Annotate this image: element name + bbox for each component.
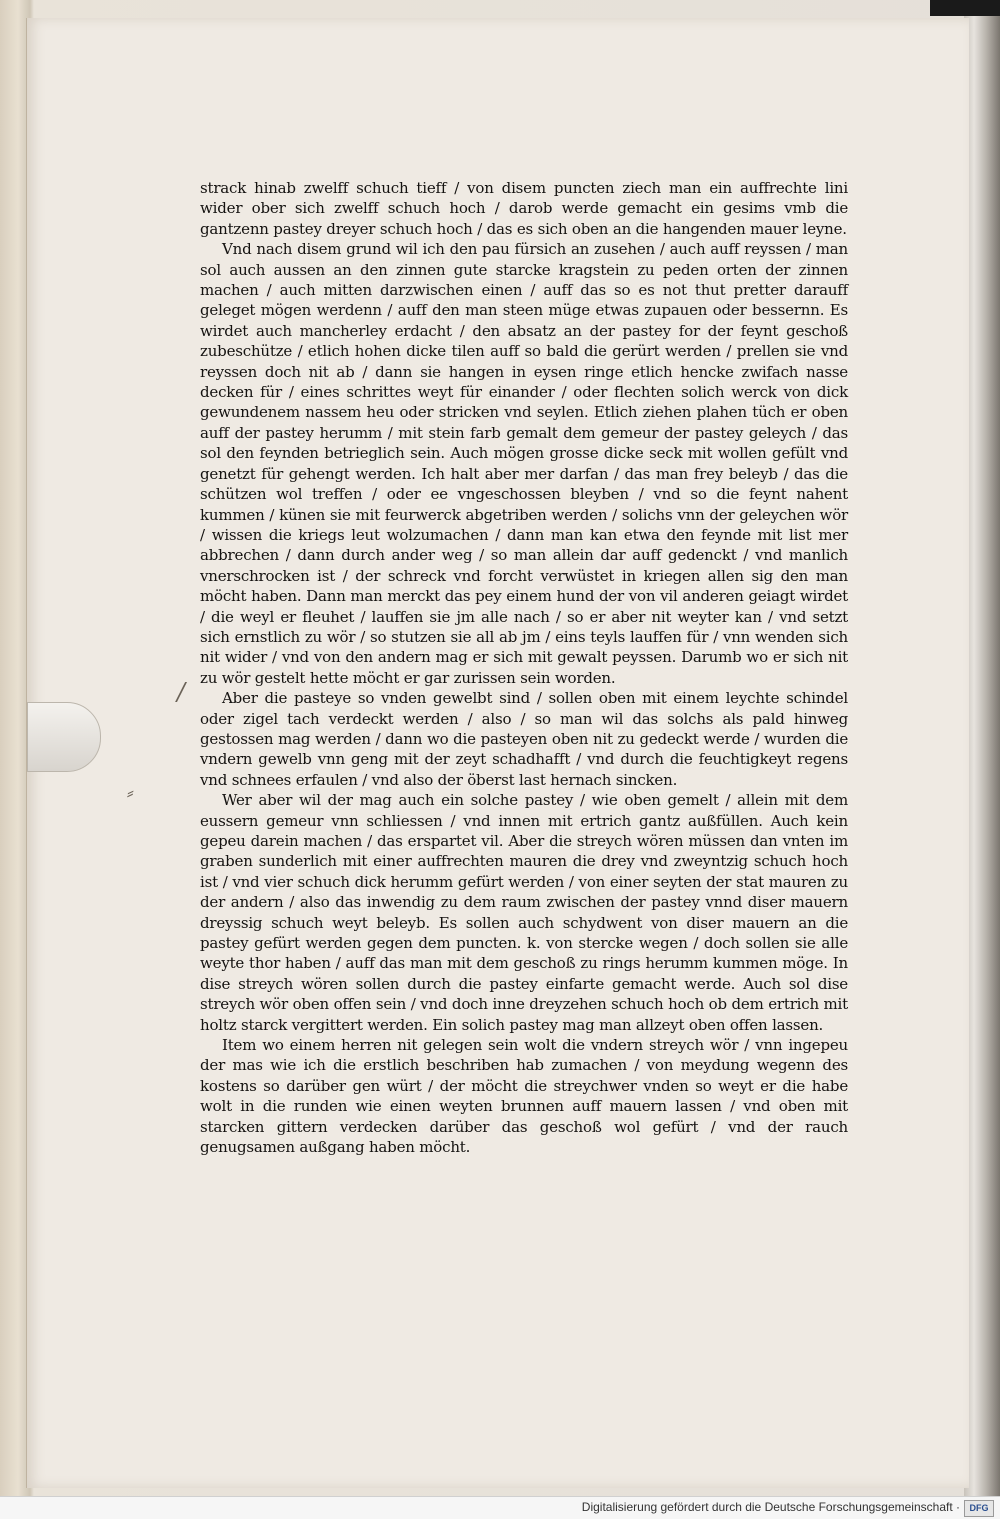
book-corner-shadow [930, 0, 1000, 16]
paragraph-4: Wer aber wil der mag auch ein solche pastey / wie oben gemelt / allein mit dem eussern gemeur vnn schliessen / vnd innen mit ertrich gantz außfüllen. Auch kein gepeu darein machen / das erspartet vil. Aber die streych wören müssen dan vnten im graben sunderlich mit einer auffrechten mauren die drey vnd zweyntzig schuch hoch ist / vnd vier schuch dick herumm gefürt werden / von einer seyten der stat mauren zu der andern / also das inwendig zu dem raum zwischen der pastey vnnd diser mauern dreyssig schuch weyt beleyb. Es sollen auch schydwent von diser mauern an die pastey gefürt werden gegen dem puncten. k. von stercke wegen / doch sollen sie alle weyte thor haben / auff das man mit dem geschoß zu rings herumm kummen möge. In dise streych wören sollen durch die pastey einfarte gemacht werde. Auch sol dise streych wör oben offen sein / vnd doch inne dreyzehen schuch hoch ob dem ertrich mit holtz starck vergittert werden. Ein solich pastey mag man allzeyt oben offen lassen. [200, 791, 848, 1034]
page-clip [27, 702, 101, 772]
paragraph-1: strack hinab zwelff schuch tieff / von disem puncten ziech man ein auffrechte lini wider ober sich zwelff schuch hoch / darob werde gemacht ein gesims vmb die gantzenn pastey dreyer schuch hoch / das es sich oben an die hangenden mauer leyne. [200, 179, 848, 238]
margin-annotation-scribble: ⸗ [127, 780, 134, 804]
footer-credit: Digitalisierung gefördert durch die Deutsche Forschungsgemeinschaft · [581, 1500, 960, 1514]
margin-annotation-stroke: / [177, 678, 186, 706]
paragraph-3: Aber die pasteye so vnden gewelbt sind / sollen oben mit einem leychte schindel oder zigel tach verdeckt werden / also / so man wil das solchs als pald hinweg gestossen mag werden / dann wo die pasteyen oben nit zu gedeckt werde / wurden die vndern gewelb vnn geng mit der zeyt schadhafft / vnd durch die feuchtigkeyt regens vnd schnees erfaulen / vnd also der öberst last hernach sincken. [200, 689, 848, 789]
paragraph-5: Item wo einem herren nit gelegen sein wolt die vndern streych wör / vnn ingepeu der mas wie ich die erstlich beschriben hab zumachen / von meydung wegenn des kostens so darüber gen würt / der möcht die streychwer vnden so weyt er die habe wolt in die runden wie einen weyten brunnen auff mauern lassen / vnd oben mit starcken gittern verdecken darüber das geschoß wol gefürt / vnd der rauch genugsamen außgang haben möcht. [200, 1036, 848, 1157]
book-spine-edge [964, 0, 1000, 1519]
paragraph-2: Vnd nach disem grund wil ich den pau fürsich an zusehen / auch auff reyssen / man sol auch aussen an den zinnen gute starcke kragstein zu peden orten der zinnen machen / auch mitten darzwischen einen / auff das so es not thut pretter darauff geleget mögen werdenn / auff den man steen müge etwas zupauen oder bessernn. Es wirdet auch mancherley erdacht / den absatz an der pastey for der feynt geschoß zubeschütze / etlich hohen dicke tilen auff so bald die gerürt werden / prellen sie vnd reyssen doch nit ab / dann sie hangen in eysen ringe etlich hencke zwifach nasse decken für / eines schrittes weyt für einander / oder flechten solich werck von dick gewundenem nassem heu oder stricken vnd seylen. Etlich ziehen plahen tüch er oben auff der pastey herumm / mit stein farb gemalt dem gemeur der pastey geleych / das sol den feynden betrieglich sein. Auch mögen grosse dicke seck mit wollen gefült vnd genetzt für gehengt werden. Ich halt aber mer darfan / das man frey beleyb / das die schützen wol treffen / oder ee vngeschossen bleyben / vnd so die feynt nahent kummen / künen sie mit feurwerck abgetriben werden / solichs vnn der geleychen wör / wissen die kriegs leut wolzumachen / dann man kan etwa den feynde mit list mer abbrechen / dann durch ander weg / so man allein dar auff gedenckt / vnd manlich vnerschrocken ist / der schreck vnd forcht verwüstet in kriegen allen sig den man möcht haben. Dann man merckt das pey einem hund der von vil anderen geiagt wirdet / die weyl er fleuhet / lauffen sie jm alle nach / so er aber nit weyter kan / vnd setzt sich ernstlich zu wör / so stutzen sie all ab jm / eins teyls lauffen für / vnn wenden sich nit wider / vnd von den andern mag er sich mit gewalt peyssen. Darumb wo er sich nit zu wör gestelt hette möcht er gar zurissen sein worden. [200, 240, 848, 687]
digitization-footer [0, 1496, 1000, 1519]
document-body [200, 178, 848, 1158]
dfg-logo-icon: DFG [964, 1500, 994, 1517]
